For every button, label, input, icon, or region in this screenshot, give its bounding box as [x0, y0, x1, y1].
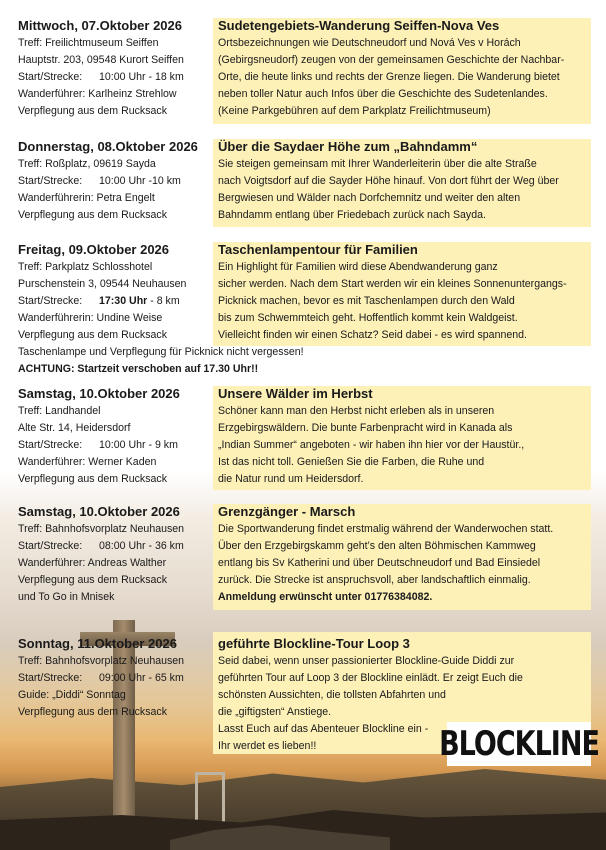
signup-line: Anmeldung erwünscht unter 01776384082. — [218, 591, 433, 603]
meeting-point: Treff: Bahnhofsvorplatz Neuhausen — [18, 655, 185, 667]
description-line: bis zum Schwemmteich geht. Hoffentlich kommt kein Waldgeist. — [218, 312, 518, 324]
description-line: Schöner kann man den Herbst nicht erleben als in unseren — [218, 405, 495, 417]
event-entry — [18, 139, 598, 225]
description-line: Bergwiesen und Wälder nach Dorfchemnitz und weiter den alten — [218, 192, 521, 204]
event-entry — [18, 18, 598, 121]
event-title: Über die Saydaer Höhe zum „Bahndamm“ — [218, 139, 478, 154]
description-line: neben toller Natur auch Infos über die Geschichte des Sudetenlandes. — [218, 88, 548, 100]
guide: Wanderführer: Werner Kaden — [18, 456, 157, 468]
description-line: nach Voigtsdorf auf die Sayder Höhe hinauf. Von dort führt der Weg über — [218, 175, 559, 187]
catering: Verpflegung aus dem Rucksack — [18, 209, 167, 221]
description-line: sicher werden. Nach dem Start werden wir ein kleines Sonnenuntergangs- — [218, 278, 567, 290]
description-line: Sie steigen gemeinsam mit Ihrer Wanderleiterin über die alte Straße — [218, 158, 537, 170]
description-line: Bahndamm entlang über Friedebach zurück nach Sayda. — [218, 209, 486, 221]
guide: Wanderführerin: Petra Engelt — [18, 192, 155, 204]
event-title: Unsere Wälder im Herbst — [218, 386, 373, 401]
description-line: zurück. Die Strecke ist anspruchsvoll, aber landschaftlich einmalig. — [218, 574, 531, 586]
start-distance: Start/Strecke: 17:30 Uhr - 8 km — [18, 295, 180, 307]
event-title: Grenzgänger - Marsch — [218, 504, 356, 519]
event-title: Taschenlampentour für Familien — [218, 242, 418, 257]
description-line: Die Sportwanderung findet erstmalig während der Wanderwochen statt. — [218, 523, 554, 535]
guide: Wanderführer: Andreas Walther — [18, 557, 167, 569]
description-line: Ein Highlight für Familien wird diese Abendwanderung ganz — [218, 261, 498, 273]
description-line: entlang bis Sv Katherini und über Deutschneudorf und Bad Einsiedel — [218, 557, 541, 569]
catering: Verpflegung aus dem Rucksack — [18, 329, 167, 341]
event-title: geführte Blockline-Tour Loop 3 — [218, 636, 410, 651]
catering: Verpflegung aus dem Rucksack — [18, 574, 167, 586]
event-entry — [18, 504, 598, 607]
meeting-point: Treff: Roßplatz, 09619 Sayda — [18, 158, 156, 170]
start-distance: Start/Strecke: 09:00 Uhr - 65 km — [18, 672, 184, 684]
description-line: Ihr werdet es lieben!! — [218, 740, 317, 752]
description-line: Vielleicht finden wir einen Schatz? Seid dabei - es wird spannend. — [218, 329, 527, 341]
guide: Wanderführer: Karlheinz Strehlow — [18, 88, 177, 100]
description-line: Ist das nicht toll. Genießen Sie die Farben, die Ruhe und — [218, 456, 485, 468]
event-date: Samstag, 10.Oktober 2026 — [18, 386, 180, 401]
description-line: Erzgebirgswäldern. Die bunte Farbenpracht wird in Kanada als — [218, 422, 513, 434]
start-time-warning: ACHTUNG: Startzeit verschoben auf 17.30 Uhr!! — [18, 363, 259, 375]
event-entry — [18, 386, 598, 489]
description-line: die Natur rund um Heidersdorf. — [218, 473, 364, 485]
event-date: Sonntag, 11.Oktober 2026 — [18, 636, 177, 651]
description-line: „Indian Summer“ angeboten - wir haben ihn hier vor der Haustür., — [218, 439, 525, 451]
description-line: geführten Tour auf Loop 3 der Blockline einlädt. Er zeigt Euch die — [218, 672, 523, 684]
start-distance: Start/Strecke: 08:00 Uhr - 36 km — [18, 540, 184, 552]
event-date: Freitag, 09.Oktober 2026 — [18, 242, 170, 257]
catering: Verpflegung aus dem Rucksack — [18, 473, 167, 485]
description-line: (Keine Parkgebühren auf dem Parkplatz Freilichtmuseum) — [218, 105, 491, 117]
catering: Verpflegung aus dem Rucksack — [18, 105, 167, 117]
meeting-address: Purschenstein 3, 09544 Neuhausen — [18, 278, 187, 290]
meeting-address: Hauptstr. 203, 09548 Kurort Seiffen — [18, 54, 184, 66]
meeting-point: Treff: Freilichtmuseum Seiffen — [18, 37, 159, 49]
event-title: Sudetengebiets-Wanderung Seiffen-Nova Ves — [218, 18, 500, 33]
description-line: (Gebirgsneudorf) zeugen von der gemeinsamen Geschichte der Nachbar- — [218, 54, 565, 66]
start-distance: Start/Strecke: 10:00 Uhr - 9 km — [18, 439, 178, 451]
meeting-address: Alte Str. 14, Heidersdorf — [18, 422, 131, 434]
description-line: Picknick machen, bevor es mit Taschenlampen durch den Wald — [218, 295, 515, 307]
description-line: schönsten Aussichten, die tollsten Abfahrten und — [218, 689, 446, 701]
description-line: Seid dabei, wenn unser passionierter Blockline-Guide Diddi zur — [218, 655, 515, 667]
event-date: Samstag, 10.Oktober 2026 — [18, 504, 180, 519]
start-distance: Start/Strecke: 10:00 Uhr -10 km — [18, 175, 181, 187]
event-date: Donnerstag, 08.Oktober 2026 — [18, 139, 198, 154]
meeting-point: Treff: Bahnhofsvorplatz Neuhausen — [18, 523, 185, 535]
start-distance: Start/Strecke: 10:00 Uhr - 18 km — [18, 71, 184, 83]
meeting-point: Treff: Parkplatz Schlosshotel — [18, 261, 153, 273]
catering: Verpflegung aus dem Rucksack — [18, 706, 167, 718]
catering-extra: und To Go in Mnisek — [18, 591, 115, 603]
description-line: Lasst Euch auf das Abenteuer Blockline ein - — [218, 723, 429, 735]
meeting-point: Treff: Landhandel — [18, 405, 101, 417]
guide: Guide: „Diddi“ Sonntag — [18, 689, 126, 701]
event-entry — [18, 242, 598, 379]
event-note: Taschenlampe und Verpflegung für Picknick nicht vergessen! — [18, 346, 304, 358]
blockline-logo-text: BLOCKLINE — [439, 724, 599, 764]
guide: Wanderführerin: Undine Weise — [18, 312, 163, 324]
event-date: Mittwoch, 07.Oktober 2026 — [18, 18, 182, 33]
description-line: Ortsbezeichnungen wie Deutschneudorf und Nová Ves v Horách — [218, 37, 521, 49]
description-line: die „giftigsten“ Anstiege. — [218, 706, 332, 718]
description-line: Orte, die heute links und rechts der Grenze liegen. Die Wanderung bietet — [218, 71, 560, 83]
description-line: Über den Erzgebirgskamm geht’s den alten Böhmischen Kammweg — [218, 540, 536, 552]
blockline-logo — [439, 722, 599, 766]
